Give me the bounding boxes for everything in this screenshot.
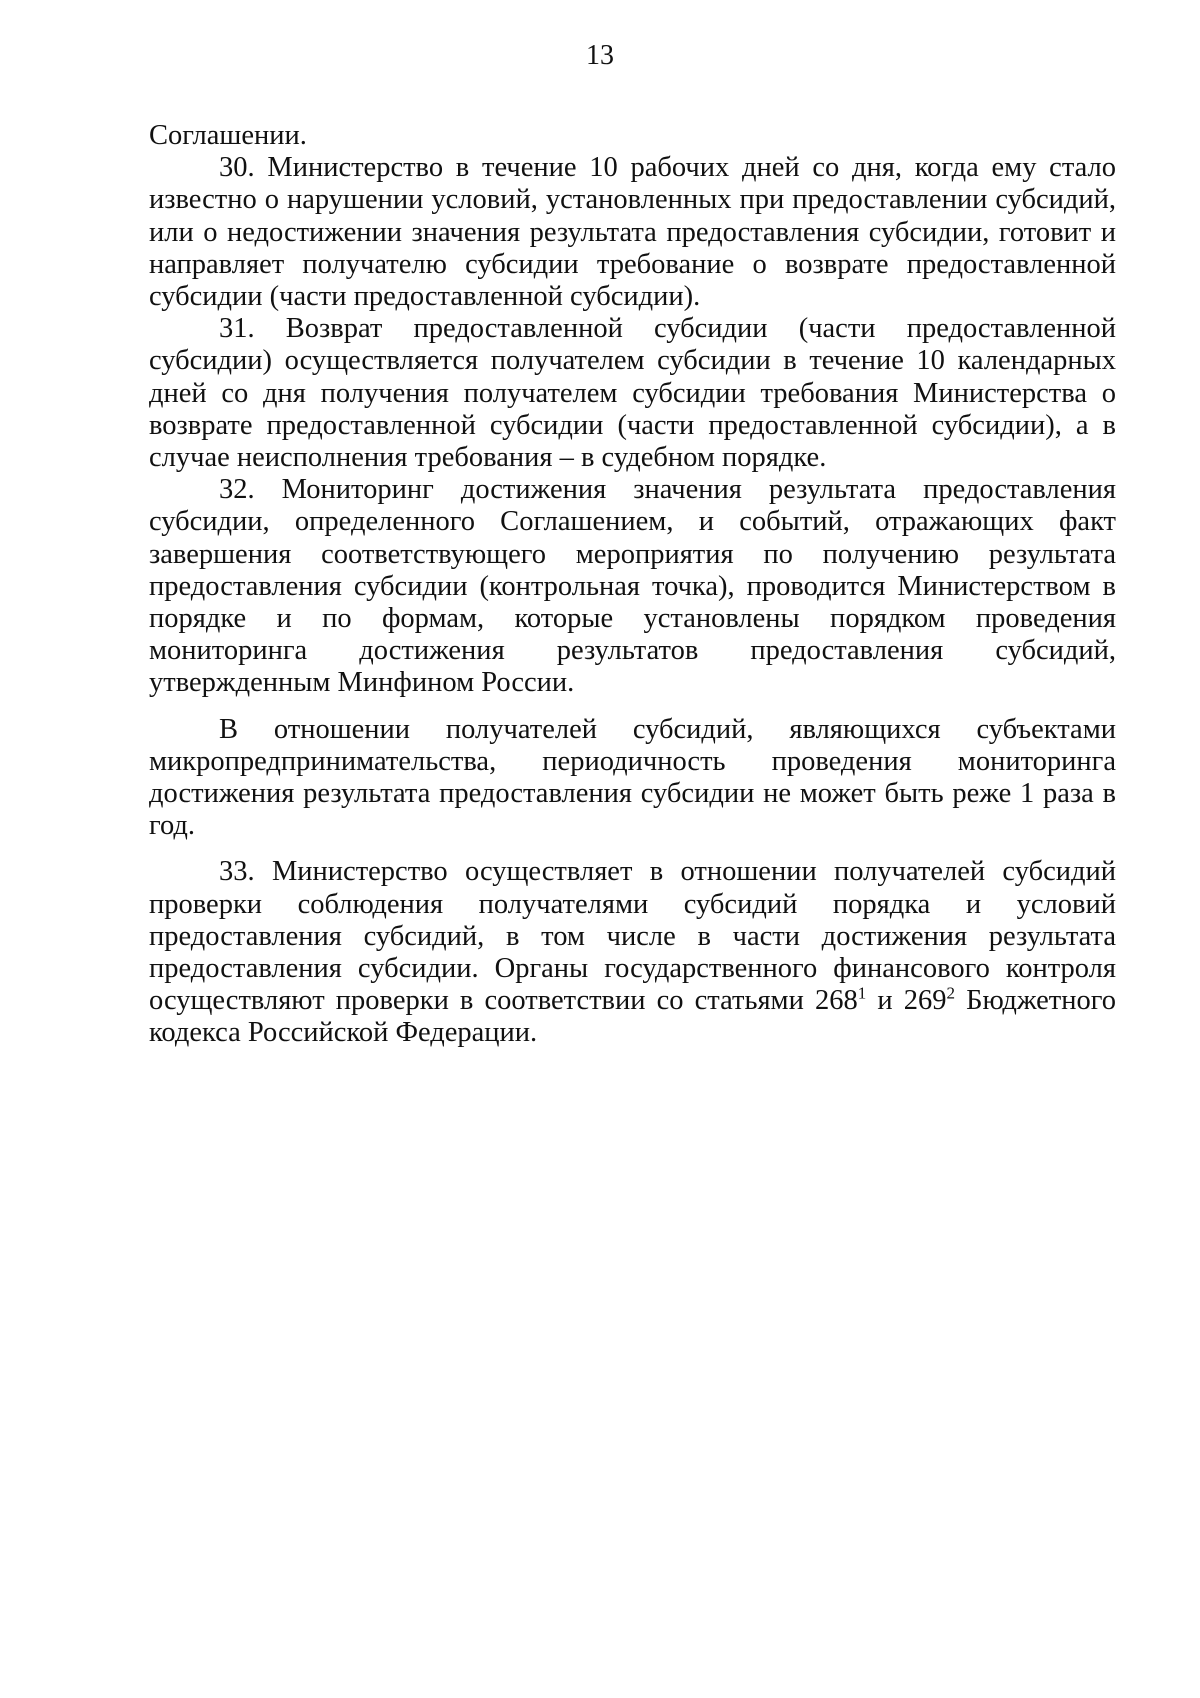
paragraph-32-monitoring-micro: В отношении получателей субсидий, являющихся субъектами микропредпринимательства, периодичность проведения мониторинга достижения результата предоставления субсидии не может быть реже 1 раза в год. xyxy=(149,713,1116,842)
paragraph-continuation: Соглашении. xyxy=(149,120,307,151)
paragraph-30: 30. Министерство в течение 10 рабочих дней со дня, когда ему стало известно о нарушении условий, установленных при предоставлении субсидий, или о недостижении значения результата предоставления субсидии, готовит и направляет получателю субсидии требование о возврате предоставленной субсидии (части предоставленной субсидии). xyxy=(149,152,1116,313)
paragraph-32: 32. Мониторинг достижения значения результата предоставления субсидии, определенного Соглашением, и событий, отражающих факт завершения соответствующего мероприятия по получению результата предоставления субсидии (контрольная точка), проводится Министерством в порядке и по формам, которые установлены порядком проведения мониторинга достижения результатов предоставления субсидий, утвержденным Минфином России. xyxy=(149,474,1116,699)
paragraph-33-text-c: Бюджетного кодекса Российской Федерации. xyxy=(149,985,1116,1049)
superscript-2: 2 xyxy=(946,983,956,1003)
superscript-1: 1 xyxy=(857,983,867,1003)
paragraph-31: 31. Возврат предоставленной субсидии (части предоставленной субсидии) осуществляется получателем субсидии в течение 10 календарных дней со дня получения получателем субсидии требования Министерства о возврате предоставленной субсидии (части предоставленной субсидии), а в случае неисполнения требования – в судебном порядке. xyxy=(149,313,1116,474)
paragraph-33-text-b: и 269 xyxy=(866,985,947,1017)
paragraph-33-text-a: 33. Министерство осуществляет в отношении получателей субсидий проверки соблюдения получателями субсидий порядка и условий предоставления субсидий, в том числе в части достижения результата предоставления субсидии. Органы государственного финансового контроля осуществляют проверки в соответствии со статьями 268 xyxy=(149,856,1116,1017)
document-body xyxy=(149,120,1116,1050)
page-number: 13 xyxy=(586,40,614,71)
paragraph-33 xyxy=(149,856,1116,1049)
